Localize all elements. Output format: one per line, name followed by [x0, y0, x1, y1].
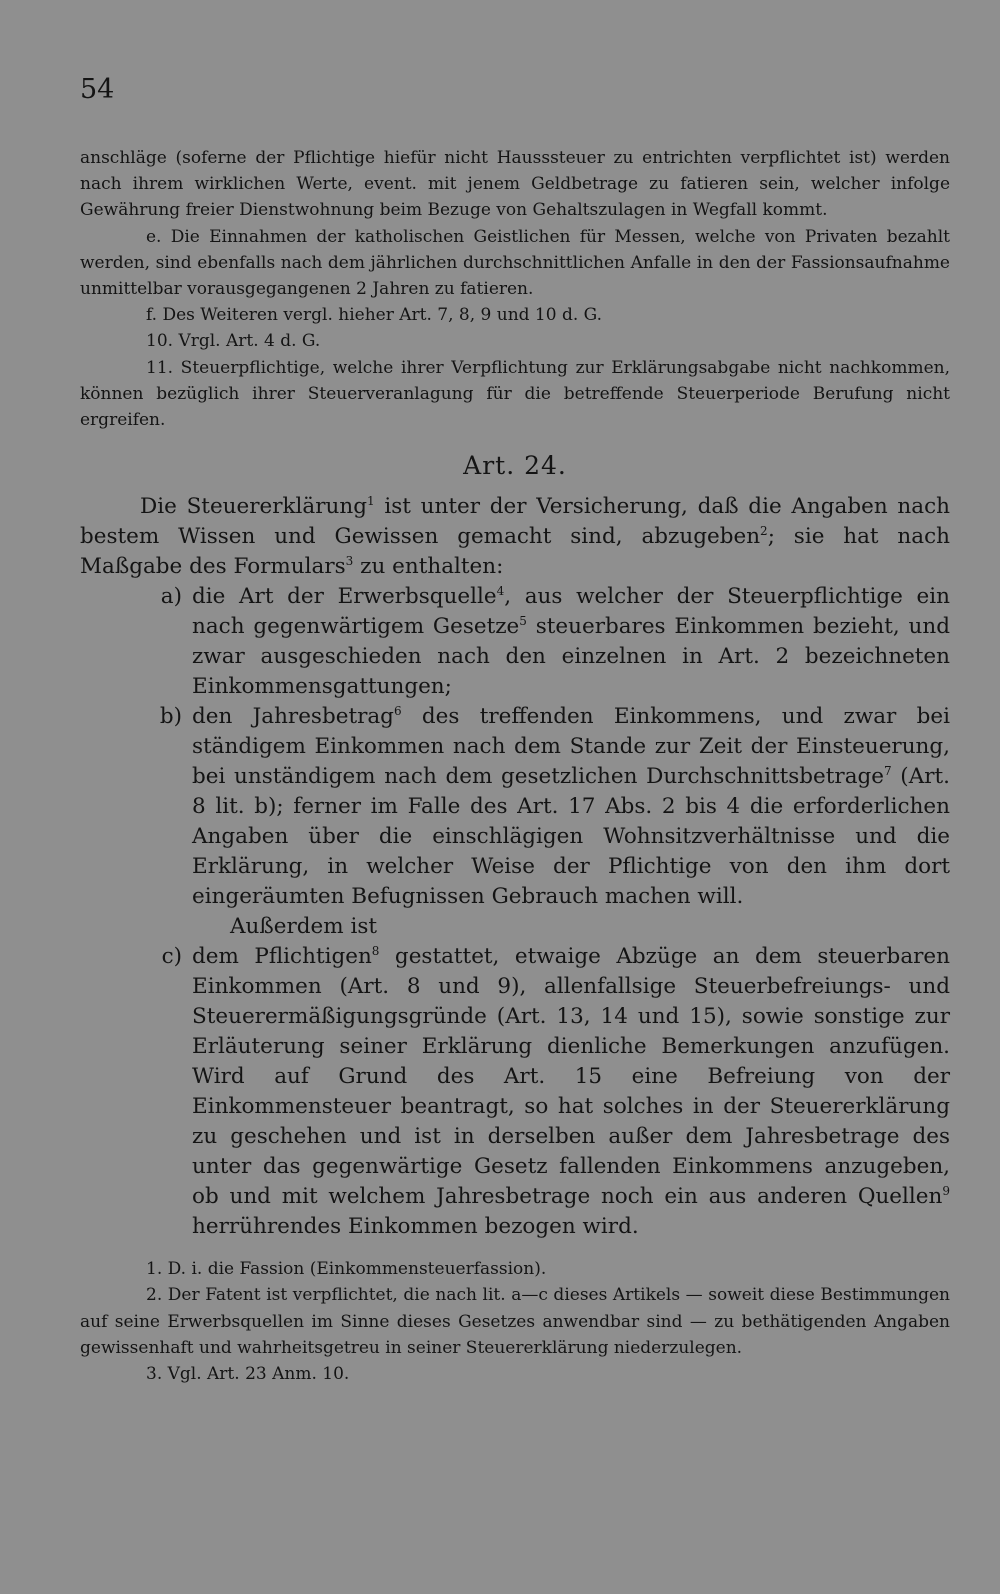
footnote-ref: 3 — [345, 554, 354, 569]
note-paragraph: e. Die Einnahmen der katholischen Geistlichen für Messen, welche von Privaten bezahlt werden, sind ebenfalls nach dem jährlichen durchschnittlichen Anfalle in den der Fassionsaufnahme unmittelbar vorausgegangenen 2 Jahren zu fatieren. — [80, 226, 950, 300]
ausserdem-line: Außerdem ist — [230, 914, 377, 940]
footnote-ref: 2 — [760, 524, 768, 539]
footnote-ref: 1 — [366, 494, 375, 509]
text-run: ist unter der Versicherung, daß die Angaben nach bestem Wissen und Gewissen gemacht sind, abzugeben — [80, 494, 950, 550]
text-run: herrührendes Einkommen bezogen wird. — [192, 1214, 639, 1240]
footnote: 2. Der Fatent ist verpflichtet, die nach lit. a—c dieses Artikels — soweit diese Bestimmungen auf seine Erwerbsquellen im Sinne dieses Gesetzes anwendbar sind — zu bethätigenden Angaben gewissenhaft und wahrheitsgetreu in seiner Steuererklärung niederzulegen. — [80, 1285, 950, 1358]
text-run: (Art. 8 lit. b); ferner im Falle des Art. 17 Abs. 2 bis 4 die erforderlichen Angaben über die einschlägigen Wohnsitzverhältnisse und die Erklärung, in welcher Weise der Pflichtige von den ihm dort eingeräumten Befugnissen Gebrauch machen will. — [192, 764, 950, 910]
list-item-c — [80, 942, 950, 1242]
note-paragraph: 11. Steuerpflichtige, welche ihrer Verpflichtung zur Erklärungsabgabe nicht nachkommen, können bezüglich ihrer Steuerveranlagung für die betreffende Steuerperiode Berufung nicht ergreifen. — [80, 357, 950, 431]
text-run: ; sie hat nach Maßgabe des Formulars — [80, 524, 950, 580]
text-run: die Art der Erwerbsquelle — [192, 584, 497, 610]
item-label: b) — [159, 704, 182, 730]
text-run: steuerbares Einkommen bezieht, und zwar ausgeschieden nach den einzelnen in Art. 2 bezeichneten Einkommensgattungen; — [192, 614, 950, 700]
preceding-notes — [80, 145, 950, 433]
list-item-a — [80, 582, 950, 702]
footnote-ref: 5 — [519, 614, 527, 629]
note-paragraph: anschläge (soferne der Pflichtige hiefür nicht Hausssteuer zu entrichten verpflichtet ist) werden nach ihrem wirklichen Werte, event. mit jenem Geldbetrage zu fatieren sein, welcher infolge Gewährung freier Dienstwohnung beim Bezuge von Gehaltszulagen in Wegfall kommt. — [80, 148, 950, 221]
footnote-ref: 6 — [393, 704, 402, 719]
text-run: , aus welcher der Steuerpflichtige ein nach gegenwärtigem Gesetze — [192, 584, 950, 640]
item-label: c) — [161, 944, 182, 970]
page-number: 54 — [80, 74, 115, 105]
article-heading: Art. 24. — [463, 451, 567, 481]
footnote-ref: 8 — [371, 944, 380, 959]
article-body — [80, 492, 950, 1242]
footnote-ref: 7 — [884, 764, 892, 779]
text-run: des treffenden Einkommens, und zwar bei ständigem Einkommen nach dem Stande zur Zeit der Einsteuerung, bei unständigem nach dem gesetzlichen Durchschnittsbetrage — [192, 704, 950, 790]
text-run: den Jahresbetrag — [192, 704, 394, 730]
item-text — [192, 702, 950, 912]
footnotes — [80, 1256, 950, 1387]
item-text — [192, 582, 950, 702]
footnote: 3. Vgl. Art. 23 Anm. 10. — [146, 1364, 350, 1385]
footnote-ref: 9 — [942, 1184, 950, 1199]
text-run: zu enthalten: — [353, 554, 504, 580]
text-run: dem Pflichtigen — [192, 944, 372, 970]
item-text — [192, 942, 950, 1242]
note-paragraph: f. Des Weiteren vergl. hieher Art. 7, 8, 9 und 10 d. G. — [146, 305, 603, 326]
note-paragraph: 10. Vrgl. Art. 4 d. G. — [146, 331, 321, 352]
list-item-b — [80, 702, 950, 912]
footnote-ref: 4 — [496, 584, 505, 599]
article-intro — [80, 492, 950, 582]
item-label: a) — [160, 584, 182, 610]
text-run: gestattet, etwaige Abzüge an dem steuerbaren Einkommen (Art. 8 und 9), allenfallsige Steuerbefreiungs- und Steuerermäßigungsgründe (Art. 13, 14 und 15), sowie sonstige zur Erläuterung seiner Erklärung dienliche Bemerkungen anzufügen. Wird auf Grund des Art. 15 eine Befreiung von der Einkommensteuer beantragt, so hat solches in der Steuererklärung zu geschehen und ist in derselben außer dem Jahresbetrage des unter das gegenwärtige Gesetz fallenden Einkommens anzugeben, ob und mit welchem Jahresbetrage noch ein aus anderen Quellen — [192, 944, 950, 1210]
text-run: Die Steuererklärung — [140, 494, 367, 520]
footnote: 1. D. i. die Fassion (Einkommensteuerfassion). — [146, 1259, 547, 1280]
